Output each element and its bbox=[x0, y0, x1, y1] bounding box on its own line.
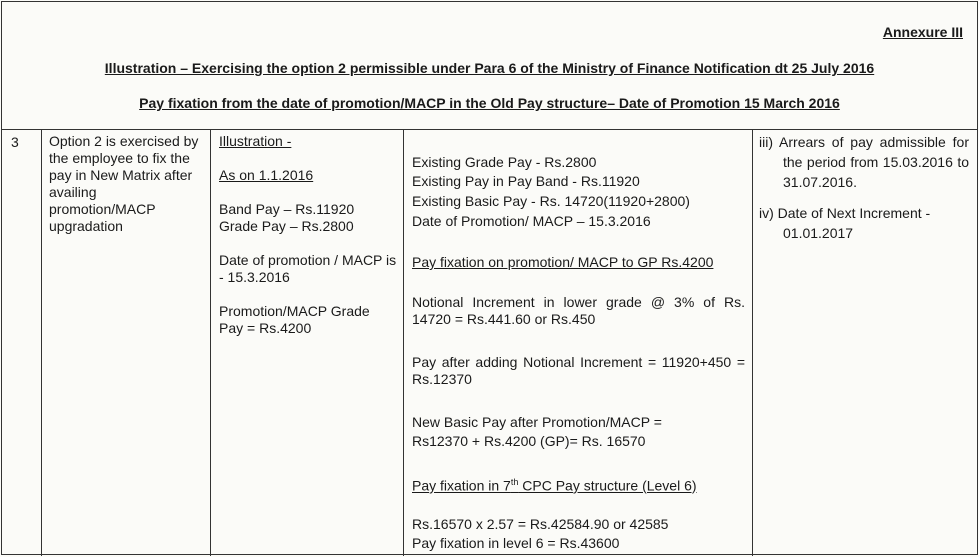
document-header bbox=[2, 2, 977, 130]
serial-cell bbox=[2, 130, 42, 556]
option-cell bbox=[42, 130, 211, 556]
calculation-cell bbox=[404, 130, 753, 556]
level6-pay: Pay fixation in level 6 = Rs.43600 bbox=[412, 535, 620, 551]
pay-after-increment: Pay after adding Notional Increment = 11920+450 = Rs.12370 bbox=[412, 354, 745, 387]
notes-cell bbox=[753, 130, 979, 556]
arrears-note: iii) Arrears of pay admissible for the period from 15.03.2016 to 31.07.2016. bbox=[759, 134, 969, 190]
existing-basic-pay: Existing Basic Pay - Rs. 14720(11920+2800) bbox=[412, 193, 690, 209]
promotion-date-calc: Date of Promotion/ MACP – 15.3.2016 bbox=[412, 213, 651, 229]
cpc-pay-structure-heading: Pay fixation in 7th CPC Pay structure (Level 6) bbox=[412, 477, 697, 494]
illustration-heading: Illustration - bbox=[219, 133, 292, 149]
new-basic-pay-line1: New Basic Pay after Promotion/MACP = bbox=[412, 414, 662, 430]
new-basic-pay-line2: Rs12370 + Rs.4200 (GP)= Rs. 16570 bbox=[412, 433, 646, 449]
existing-pay-band: Existing Pay in Pay Band - Rs.11920 bbox=[412, 173, 640, 189]
existing-grade-pay: Existing Grade Pay - Rs.2800 bbox=[412, 154, 597, 170]
serial-number: 3 bbox=[11, 134, 19, 150]
annexure-document bbox=[1, 1, 978, 555]
as-on-date: As on 1.1.2016 bbox=[219, 167, 314, 183]
next-increment-note: iv) Date of Next Increment - 01.01.2017 bbox=[759, 205, 931, 241]
grade-pay: Grade Pay – Rs.2800 bbox=[219, 218, 354, 234]
promotion-date: Date of promotion / MACP is - 15.3.2016 bbox=[219, 252, 397, 285]
pay-fixation-heading: Pay fixation on promotion/ MACP to GP Rs.4200 bbox=[412, 254, 714, 270]
option-description: Option 2 is exercised by the employee to fix the pay in New Matrix after availing promotion/MACP upgradation bbox=[49, 133, 199, 234]
illustration-cell bbox=[211, 130, 404, 556]
band-pay: Band Pay – Rs.11920 bbox=[219, 201, 355, 217]
promotion-grade-pay: Promotion/MACP Grade Pay = Rs.4200 bbox=[219, 303, 370, 336]
annexure-label: Annexure III bbox=[882, 24, 963, 40]
illustration-title: Illustration – Exercising the option 2 permissible under Para 6 of the Ministry of Finance Notification dt 25 July 2016 bbox=[104, 60, 875, 76]
table-row bbox=[2, 130, 977, 556]
pay-fixation-title: Pay fixation from the date of promotion/MACP in the Old Pay structure– Date of Promotion 15 March 2016 bbox=[139, 95, 840, 111]
notional-increment: Notional Increment in lower grade @ 3% of Rs. 14720 = Rs.441.60 or Rs.450 bbox=[412, 294, 745, 327]
multiplication-line: Rs.16570 x 2.57 = Rs.42584.90 or 42585 bbox=[412, 516, 669, 532]
